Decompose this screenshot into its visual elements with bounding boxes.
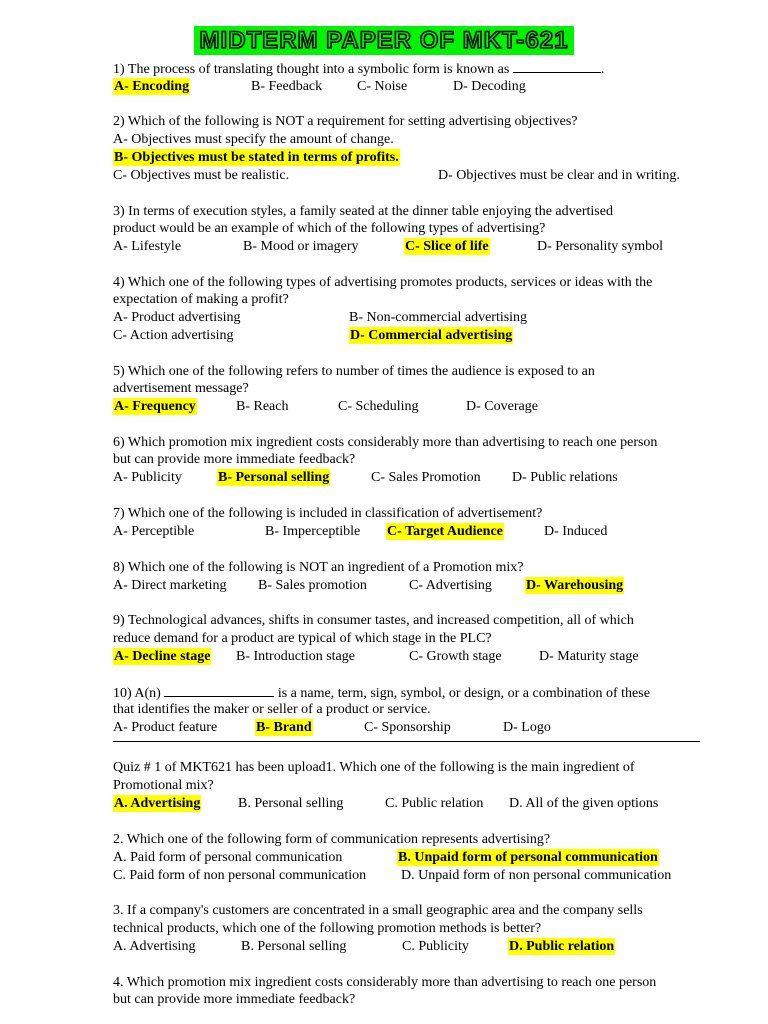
q7-option-b: B- Imperceptible xyxy=(265,524,361,539)
question-6-line-1: 6) Which promotion mix ingredient costs considerably more than advertising to reach one person xyxy=(113,435,658,450)
q3-option-c: C- Slice of life xyxy=(405,239,489,254)
question-7: 7) Which one of the following is included in classification of advertisement? xyxy=(113,506,543,521)
q2-option-d: D- Objectives must be clear and in writing. xyxy=(438,168,680,183)
quiz3-option-c: C. Publicity xyxy=(402,939,469,954)
quiz-question-4-line-1: 4. Which promotion mix ingredient costs considerably more than advertising to reach one person xyxy=(113,975,657,990)
q2-option-b: B- Objectives must be stated in terms of profits. xyxy=(114,150,399,165)
question-9-line-1: 9) Technological advances, shifts in consumer tastes, and increased competition, all of which xyxy=(113,613,634,628)
q4-option-b: B- Non-commercial advertising xyxy=(349,310,528,325)
q10-option-c: C- Sponsorship xyxy=(364,720,451,735)
quiz-question-2: 2. Which one of the following form of communication represents advertising? xyxy=(113,832,551,847)
q3-option-a: A- Lifestyle xyxy=(113,239,182,254)
quiz1-option-b: B. Personal selling xyxy=(238,796,344,811)
question-8: 8) Which one of the following is NOT an ingredient of a Promotion mix? xyxy=(113,560,524,575)
q4-option-a: A- Product advertising xyxy=(113,310,241,325)
q7-option-c: C- Target Audience xyxy=(387,524,503,539)
q5-option-a: A- Frequency xyxy=(114,399,196,414)
quiz1-option-c: C. Public relation xyxy=(385,796,484,811)
q10-option-b: B- Brand xyxy=(256,720,312,735)
q10-option-a: A- Product feature xyxy=(113,720,218,735)
q1-option-a: A- Encoding xyxy=(114,79,190,94)
q8-option-b: B- Sales promotion xyxy=(258,578,367,593)
quiz-question-3-line-1: 3. If a company's customers are concentrated in a small geographic area and the company sells xyxy=(113,903,643,918)
q8-option-c: C- Advertising xyxy=(409,578,492,593)
q1-option-d: D- Decoding xyxy=(453,79,526,94)
question-10-line-1: 10) A(n) is a name, term, sign, symbol, or design, or a combination of these xyxy=(113,686,650,701)
q3-option-b: B- Mood or imagery xyxy=(243,239,359,254)
q2-option-a: A- Objectives must specify the amount of change. xyxy=(113,132,394,147)
q3-option-d: D- Personality symbol xyxy=(537,239,663,254)
q6-option-b: B- Personal selling xyxy=(218,470,330,485)
quiz2-option-c: C. Paid form of non personal communication xyxy=(113,868,367,883)
q9-option-c: C- Growth stage xyxy=(409,649,502,664)
answer-blank xyxy=(513,60,601,73)
q4-option-d: D- Commercial advertising xyxy=(350,328,513,343)
q5-option-b: B- Reach xyxy=(236,399,289,414)
quiz3-option-a: A. Advertising xyxy=(113,939,196,954)
question-3-line-2: product would be an example of which of the following types of advertising? xyxy=(113,221,546,236)
q6-option-a: A- Publicity xyxy=(113,470,182,485)
q6-option-d: D- Public relations xyxy=(512,470,618,485)
q2-option-c: C- Objectives must be realistic. xyxy=(113,168,290,183)
quiz3-option-b: B. Personal selling xyxy=(241,939,347,954)
question-6-line-2: but can provide more immediate feedback? xyxy=(113,452,356,467)
section-divider xyxy=(113,741,700,742)
q9-option-b: B- Introduction stage xyxy=(236,649,355,664)
question-5-line-2: advertisement message? xyxy=(113,381,249,396)
q8-option-d: D- Warehousing xyxy=(526,578,624,593)
q5-option-c: C- Scheduling xyxy=(338,399,419,414)
q10-option-d: D- Logo xyxy=(503,720,551,735)
quiz1-option-d: D. All of the given options xyxy=(509,796,659,811)
quiz3-option-d: D. Public relation xyxy=(509,939,615,954)
question-4-line-2: expectation of making a profit? xyxy=(113,292,289,307)
q6-option-c: C- Sales Promotion xyxy=(371,470,481,485)
q5-option-d: D- Coverage xyxy=(466,399,538,414)
question-5-line-1: 5) Which one of the following refers to number of times the audience is exposed to an xyxy=(113,364,595,379)
q1-option-c: C- Noise xyxy=(357,79,408,94)
quiz-question-1-line-2: Promotional mix? xyxy=(113,778,214,793)
q7-option-a: A- Perceptible xyxy=(113,524,195,539)
page-title: MIDTERM PAPER OF MKT-621 xyxy=(194,26,575,55)
question-2: 2) Which of the following is NOT a requirement for setting advertising objectives? xyxy=(113,114,578,129)
q8-option-a: A- Direct marketing xyxy=(113,578,227,593)
q9-option-a: A- Decline stage xyxy=(114,649,211,664)
question-10-line-2: that identifies the maker or seller of a product or service. xyxy=(113,702,431,717)
q4-option-c: C- Action advertising xyxy=(113,328,234,343)
quiz-question-4-line-2: but can provide more immediate feedback? xyxy=(113,992,356,1007)
question-9-line-2: reduce demand for a product are typical of which stage in the PLC? xyxy=(113,631,492,646)
question-3-line-1: 3) In terms of execution styles, a family seated at the dinner table enjoying the advertised xyxy=(113,204,613,219)
question-4-line-1: 4) Which one of the following types of advertising promotes products, services or ideas with the xyxy=(113,275,653,290)
quiz2-option-d: D. Unpaid form of non personal communication xyxy=(401,868,672,883)
quiz1-option-a: A. Advertising xyxy=(114,796,201,811)
answer-blank xyxy=(164,684,274,697)
quiz-question-3-line-2: technical products, which one of the following promotion methods is better? xyxy=(113,921,542,936)
quiz2-option-b: B. Unpaid form of personal communication xyxy=(398,850,658,865)
quiz2-option-a: A. Paid form of personal communication xyxy=(113,850,343,865)
q7-option-d: D- Induced xyxy=(544,524,608,539)
q1-option-b: B- Feedback xyxy=(251,79,323,94)
quiz-question-1-line-1: Quiz # 1 of MKT621 has been upload1. Which one of the following is the main ingredient of xyxy=(113,760,635,775)
question-1: 1) The process of translating thought into a symbolic form is known as . xyxy=(113,62,605,77)
q9-option-d: D- Maturity stage xyxy=(539,649,639,664)
